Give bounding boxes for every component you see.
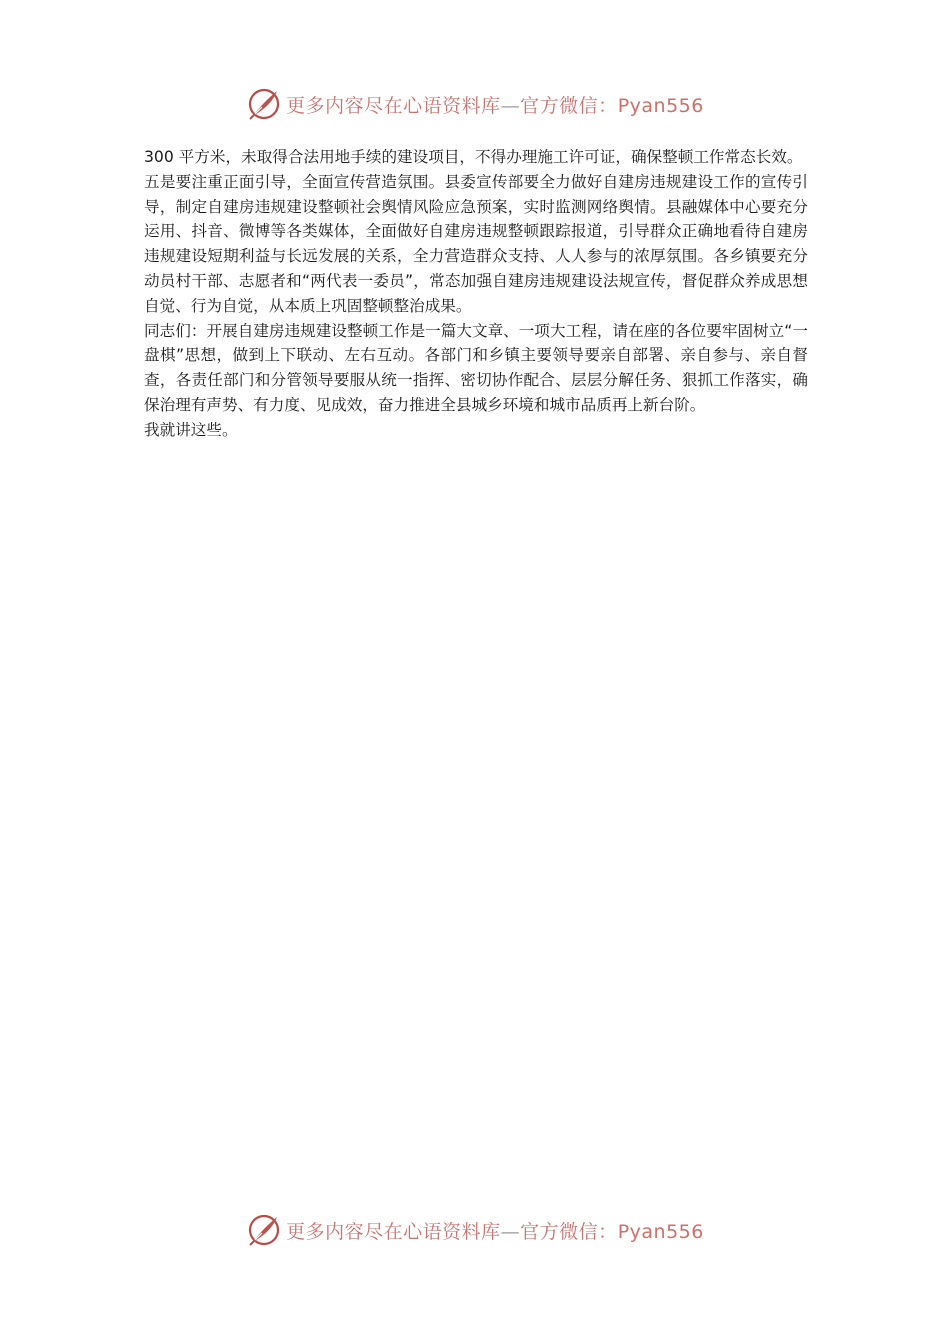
footer-banner [0,1210,950,1250]
paragraph-final-line: 我就讲这些。 [144,420,238,439]
header-banner-sub: 官方微信： [520,94,618,117]
header-banner-text [286,91,704,118]
header-banner-wechat-id: Pyan556 [617,94,704,117]
paragraph-closing-remarks: 同志们：开展自建房违规建设整顿工作是一篇大文章、一项大工程，请在座的各位要牢固树立“一盘棋”思想，做到上下联动、左右互动。各部门和乡镇主要领导要亲自部署、亲自参与、亲自督查，各责任部门和分管领导要服从统一指挥、密切协作配合、层层分解任务、狠抓工作落实，确保治理有声势、有力度、见成效，奋力推进全县城乡环境和城市品质再上新台阶。 [144,321,808,414]
document-body [144,145,808,443]
footer-banner-sub: 官方微信： [520,1220,618,1243]
footer-banner-text [286,1217,704,1244]
header-banner-dash: — [500,94,521,117]
footer-banner-main: 更多内容尽在心语资料库 [286,1220,501,1243]
header-banner-main: 更多内容尽在心语资料库 [286,94,501,117]
footer-banner-wechat-id: Pyan556 [617,1220,704,1243]
paragraph-continuation: 300 平方米，未取得合法用地手续的建设项目，不得办理施工许可证，确保整顿工作常态长效。 [144,148,803,166]
paragraph-point-five: 五是要注重正面引导，全面宣传营造氛围。县委宣传部要全力做好自建房违规建设工作的宣传引导，制定自建房违规建设整顿社会舆情风险应急预案，实时监测网络舆情。县融媒体中心要充分运用、抖音、微博等各类媒体，全面做好自建房违规整顿跟踪报道，引导群众正确地看待自建房违规建设短期利益与长远发展的关系，全力营造群众支持、人人参与的浓厚氛围。各乡镇要充分动员村干部、志愿者和“两代表一委员”，常态加强自建房违规建设法规宣传，督促群众养成思想自觉、行为自觉，从本质上巩固整顿整治成果。 [144,172,808,315]
quill-pen-logo-icon [246,1212,282,1248]
header-banner [0,84,950,124]
quill-pen-logo-icon [246,86,282,122]
footer-banner-dash: — [500,1220,521,1243]
